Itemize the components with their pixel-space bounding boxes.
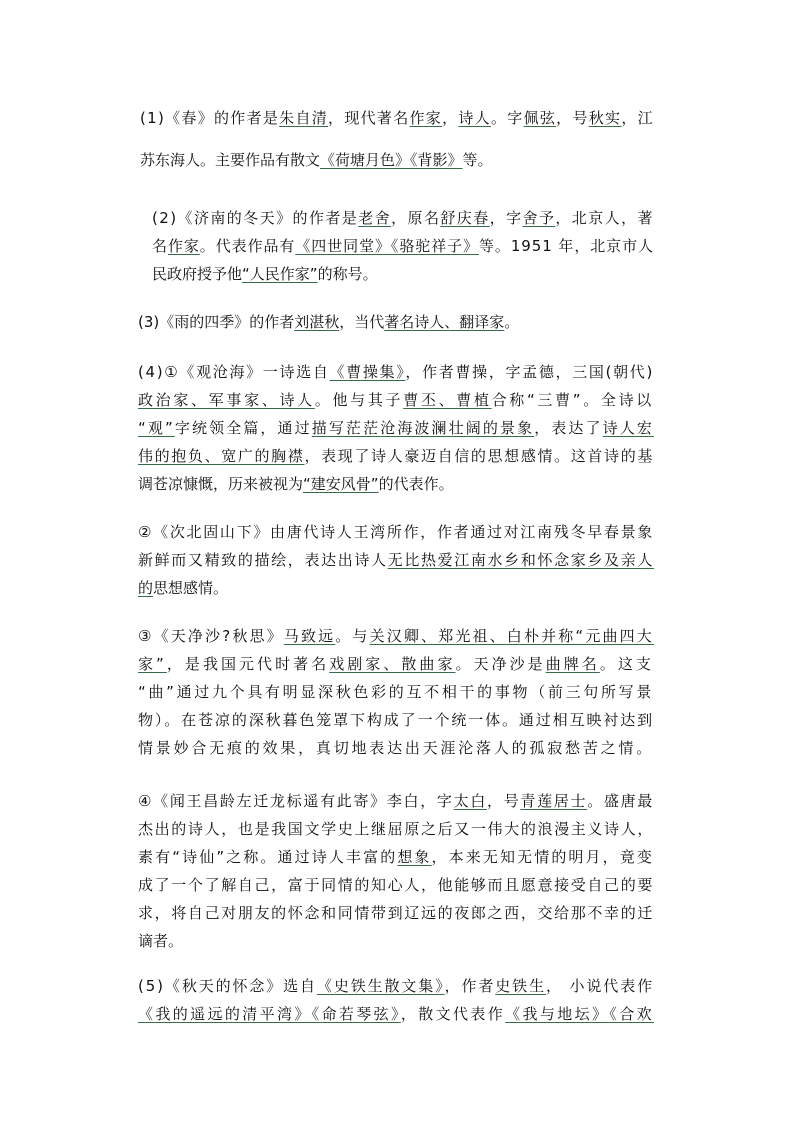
underlined-answer: 《四世同堂》《骆驼祥子》 — [295, 237, 479, 255]
text-segment: (3)《雨的四季》的作者 — [138, 313, 295, 331]
text-line — [138, 522, 654, 542]
text-segment: (2)《济南的冬天》的作者是 — [152, 209, 359, 227]
underlined-answer: 《荷塘月色》《背影》 — [320, 151, 463, 169]
underlined-answer: 的 — [138, 579, 154, 597]
underlined-answer: “观” — [138, 419, 175, 437]
underlined-answer: 著名诗人、翻译家 — [384, 313, 505, 331]
text-segment: ，作者曹操，字孟德，三国(朝代) — [405, 363, 654, 381]
text-line — [138, 390, 654, 410]
text-segment: 杰出的诗人，也是我国文学史上继屈原之后又一伟大的浪漫主义诗人， — [138, 820, 654, 838]
text-segment: 物）。在苍凉的深秋暮色笼罩下构成了一个统一体。通过相互映衬达到 — [138, 711, 654, 729]
text-segment: 新鲜而又精致的描绘，表达出诗人 — [138, 551, 388, 569]
text-segment: 。这支 — [599, 655, 654, 673]
text-segment: 成了一个了解自己，富于同情的知心人，他能够而且愿意接受自己的要 — [138, 876, 654, 894]
text-line — [138, 654, 654, 674]
text-segment: ，号 — [487, 792, 521, 810]
underlined-answer: 作家 — [409, 109, 443, 127]
text-line — [138, 710, 654, 730]
text-line — [138, 550, 654, 570]
underlined-answer: 无比热爱江南水乡和怀念家乡及亲人 — [387, 551, 654, 569]
text-segment: 情景妙合无痕的效果，真切地表达出天涯沦落人的孤寂愁苦之情。 — [138, 739, 654, 757]
text-segment: 思想感情。 — [153, 579, 229, 597]
text-segment: ④《闻王昌龄左迁龙标遥有此寄》李白，字 — [138, 792, 454, 810]
text-segment: “曲”通过九个具有明显深秋色彩的互不相干的事物（前三句所写景 — [138, 683, 654, 701]
underlined-answer: 刘湛秋 — [294, 313, 340, 331]
underlined-answer: 史铁生 — [495, 977, 546, 995]
text-segment: ，作者 — [444, 977, 496, 995]
text-line — [140, 150, 493, 170]
underlined-answer: 太白 — [453, 792, 488, 810]
text-line — [140, 108, 654, 128]
text-segment: 。天净沙是 — [455, 655, 546, 673]
text-segment: 民政府授予他 — [152, 265, 243, 283]
text-segment: ②《次北固山下》由唐代诗人王湾所作，作者通过对江南残冬早春景象 — [138, 523, 654, 541]
text-segment: ， 小说代表作 — [545, 977, 654, 995]
text-line — [138, 578, 228, 598]
text-line — [138, 791, 654, 811]
text-segment: ，现代著名 — [328, 109, 410, 127]
text-segment: ，号 — [556, 109, 589, 127]
underlined-answer: 秋实 — [588, 109, 622, 127]
text-segment: 求，将自己对朋友的怀念和同情带到辽远的夜郎之西，交给那不幸的迁 — [138, 904, 654, 922]
underlined-answer: 曲牌名 — [545, 655, 600, 673]
underlined-answer: 《我与地坛》《合欢 — [505, 1005, 654, 1023]
underlined-answer: 舍予 — [522, 209, 556, 227]
text-segment: ，本来无知无情的明月，竟变 — [431, 848, 654, 866]
underlined-answer: 作家 — [167, 237, 200, 255]
text-line — [152, 208, 654, 228]
underlined-answer: “人民作家” — [242, 265, 318, 283]
text-segment: ，表达了 — [534, 419, 603, 437]
underlined-answer: 想象 — [397, 848, 432, 866]
text-segment: 。他与其子 — [314, 391, 404, 409]
underlined-answer: 《我的遥远的清平湾》《命若琴弦》 — [138, 1005, 401, 1023]
underlined-answer: 诗人 — [458, 109, 491, 127]
text-segment: 的代表作。 — [378, 475, 454, 493]
text-line — [152, 264, 378, 284]
text-segment: ，表现了诗人豪迈自信的思想感情。这首诗的基 — [304, 447, 654, 465]
underlined-answer: 老舍 — [358, 209, 392, 227]
text-segment: 素有“诗仙”之称。通过诗人丰富的 — [138, 848, 398, 866]
text-segment: (5)《秋天的怀念》选自 — [138, 977, 317, 995]
underlined-answer: 家” — [138, 655, 167, 673]
text-line — [138, 446, 654, 466]
text-segment: 的称号。 — [317, 265, 378, 283]
text-line — [138, 682, 654, 702]
underlined-answer: 描写茫茫沧海波澜壮阔的景象 — [311, 419, 535, 437]
underlined-answer: 马致远 — [283, 627, 336, 645]
text-segment: ，江 — [621, 109, 654, 127]
underlined-answer: “建安风骨” — [303, 475, 379, 493]
text-line — [138, 819, 654, 839]
text-line — [138, 847, 654, 867]
text-segment: 。代表作品有 — [199, 237, 296, 255]
text-segment: 。盛唐最 — [587, 792, 654, 810]
text-segment: 等。1951 年，北京市人 — [478, 237, 654, 255]
text-line — [138, 1004, 654, 1024]
text-line — [138, 626, 654, 646]
underlined-answer: 曹丕、曹植 — [403, 391, 492, 409]
text-segment: 字统领全篇，通过 — [174, 419, 312, 437]
text-segment: ，字 — [489, 209, 523, 227]
text-segment: 苏东海人。主要作品有散文 — [140, 151, 321, 169]
underlined-answer: 《史铁生散文集》 — [316, 977, 445, 995]
text-segment: 合称“三曹”。全诗以 — [491, 391, 654, 409]
text-segment: 。字 — [490, 109, 524, 127]
text-line — [138, 976, 654, 996]
underlined-answer: 政治家、军事家、诗人 — [138, 391, 315, 409]
text-line — [138, 931, 183, 951]
text-line — [138, 903, 654, 923]
text-line — [138, 362, 654, 382]
text-segment: ③《天净沙?秋思》 — [138, 627, 284, 645]
underlined-answer: 《曹操集》 — [329, 363, 406, 381]
text-segment: ，原名 — [391, 209, 441, 227]
text-segment: 。 — [504, 313, 520, 331]
underlined-answer: 青莲居士 — [520, 792, 588, 810]
underlined-answer: 佩弦 — [523, 109, 557, 127]
text-segment: (1)《春》的作者是 — [140, 109, 280, 127]
text-segment: 。与 — [335, 627, 370, 645]
text-line — [138, 738, 654, 758]
text-line — [138, 875, 654, 895]
text-segment: 谪者。 — [138, 932, 184, 950]
underlined-answer: 朱自清 — [279, 109, 329, 127]
underlined-answer: 舒庆春 — [440, 209, 490, 227]
text-segment: 名 — [152, 237, 168, 255]
text-line — [152, 236, 654, 256]
text-segment: (4)①《观沧海》一诗选自 — [138, 363, 330, 381]
text-segment: ，是我国元代时著名 — [166, 655, 330, 673]
text-line — [138, 474, 454, 494]
text-segment: ，北京人，著 — [555, 209, 654, 227]
text-segment: ， — [442, 109, 459, 127]
underlined-answer: 关汉卿、郑光祖、白朴并称“元曲四大 — [369, 627, 654, 645]
underlined-answer: 诗人宏 — [602, 419, 654, 437]
text-line — [138, 312, 519, 332]
underlined-answer: 戏剧家、散曲家 — [329, 655, 456, 673]
text-segment: 等。 — [462, 151, 493, 169]
underlined-answer: 伟的抱负、宽广的胸襟 — [138, 447, 305, 465]
text-segment: 调苍凉慷慨，历来被视为 — [138, 475, 304, 493]
text-segment: ，当代 — [339, 313, 385, 331]
text-line — [138, 418, 654, 438]
text-segment: ，散文代表作 — [400, 1005, 506, 1023]
